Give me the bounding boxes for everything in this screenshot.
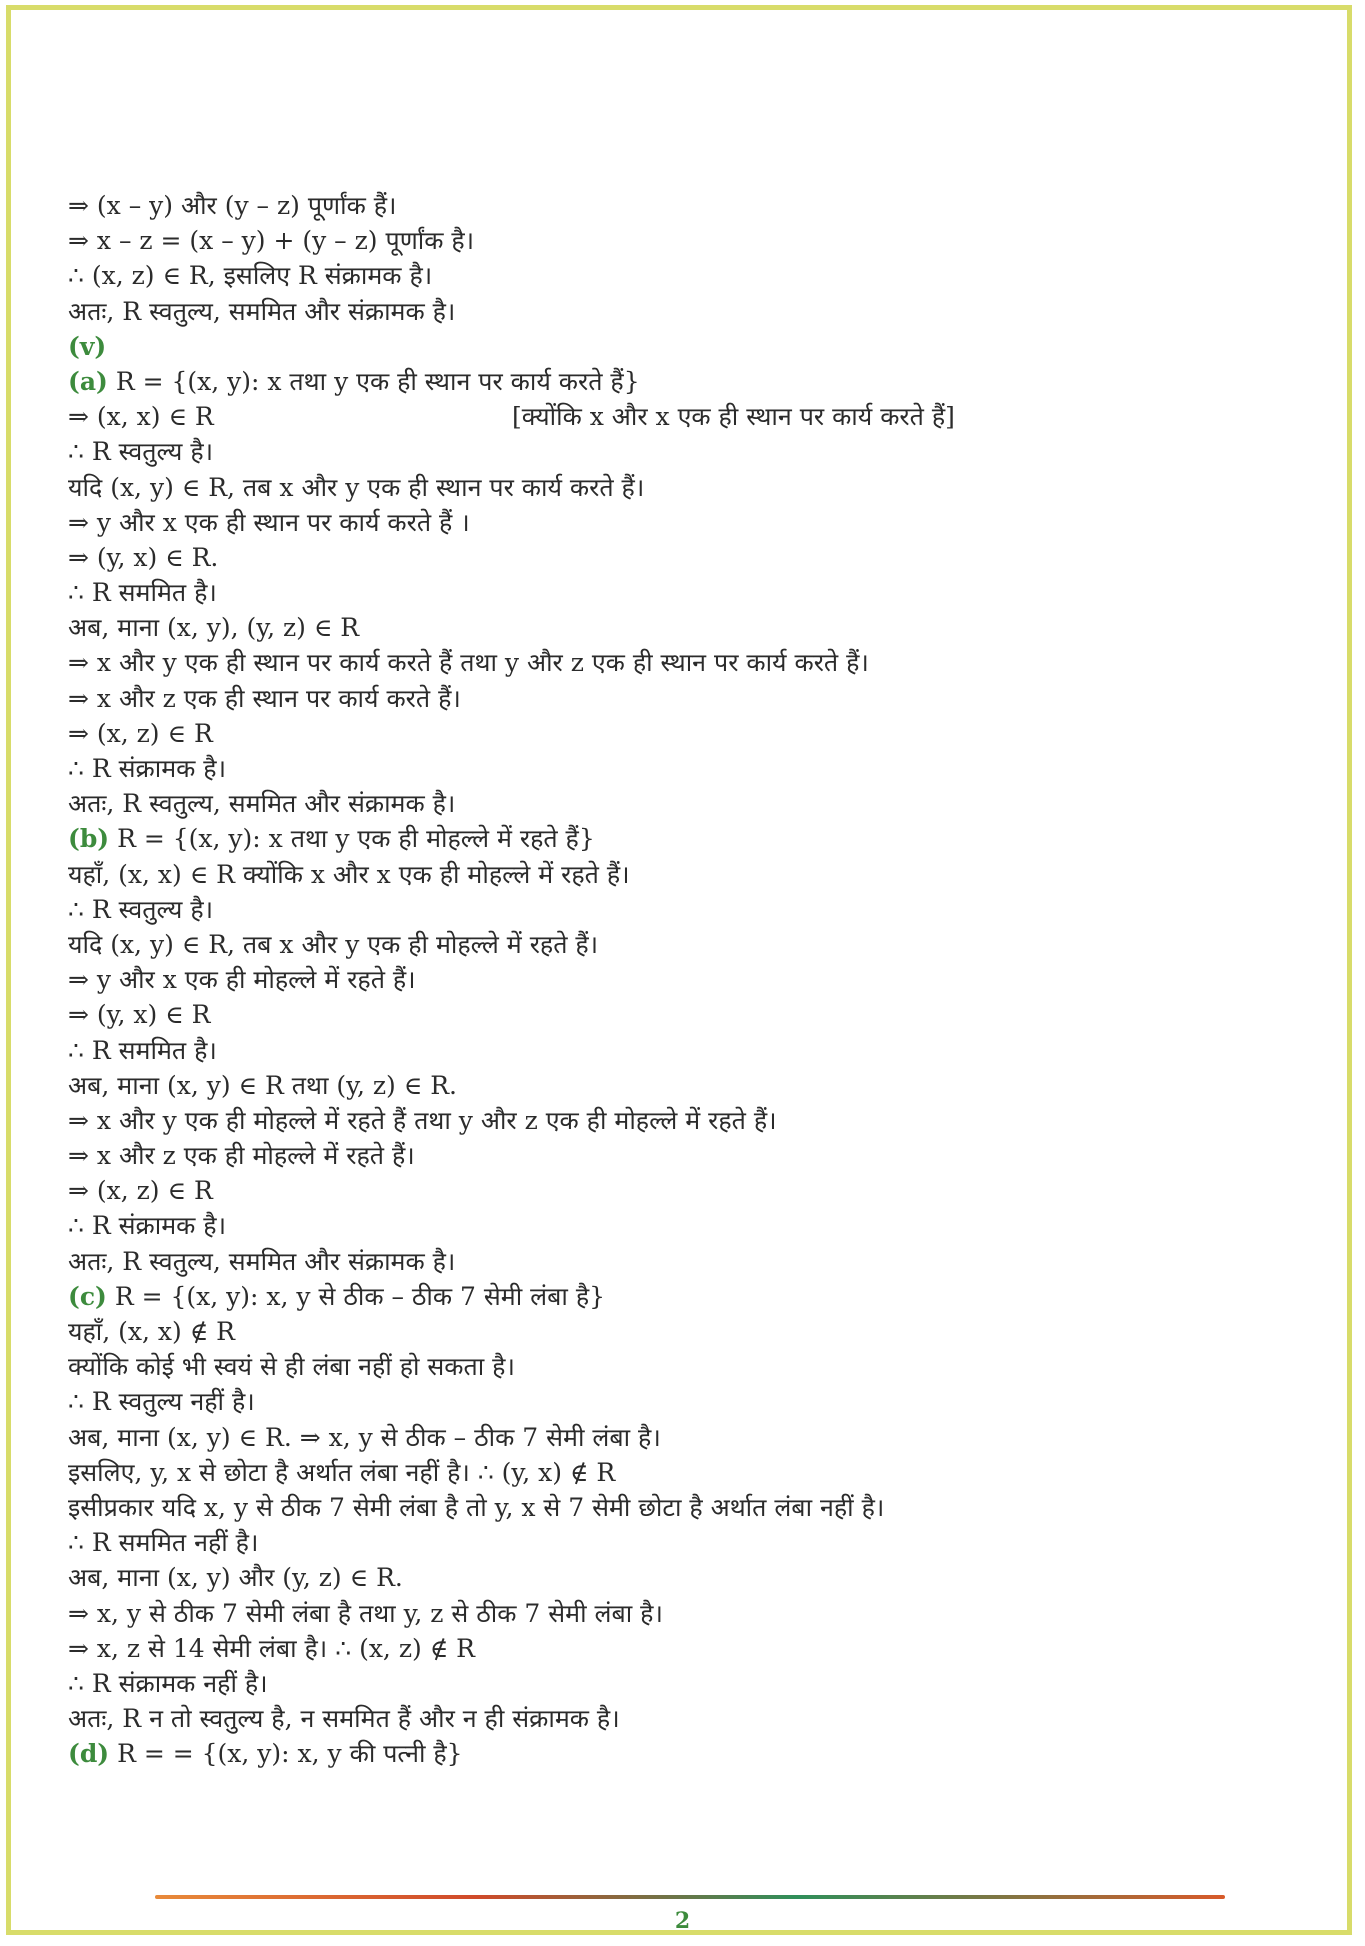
text-line: यहाँ, (x, x) ∈ R क्योंकि x और x एक ही मोहल्ले में रहते हैं। xyxy=(68,859,630,889)
reason-note: [क्योंकि x और x एक ही स्थान पर कार्य करते हैं] xyxy=(512,402,955,432)
text-line: ⇒ y और x एक ही स्थान पर कार्य करते हैं । xyxy=(68,507,470,537)
section-heading-v: (v) xyxy=(68,331,107,361)
part-d-relation: R = = {(x, y): x, y की पत्नी है} xyxy=(117,1739,463,1769)
statement: ⇒ (x, x) ∈ R xyxy=(68,402,214,432)
text-line: ⇒ x और y एक ही स्थान पर कार्य करते हैं तथा y और z एक ही स्थान पर कार्य करते हैं। xyxy=(68,648,869,678)
text-line-part-c-heading xyxy=(68,1279,1308,1314)
text-line: अतः, R स्वतुल्य, सममित और संक्रामक है। xyxy=(68,789,456,819)
text-line: यदि (x, y) ∈ R, तब x और y एक ही स्थान पर कार्य करते हैं। xyxy=(68,472,645,502)
page-number: 2 xyxy=(674,1908,691,1934)
text-line: क्योंकि कोई भी स्वयं से ही लंबा नहीं हो सकता है। xyxy=(68,1352,515,1382)
text-line: ⇒ y और x एक ही मोहल्ले में रहते हैं। xyxy=(68,965,416,995)
text-line: ⇒ x – z = (x – y) + (y – z) पूर्णांक है। xyxy=(68,226,475,256)
text-line: ∴ R सममित है। xyxy=(68,1035,217,1065)
text-line: अब, माना (x, y) ∈ R तथा (y, z) ∈ R. xyxy=(68,1070,457,1100)
text-line: इसलिए, y, x से छोटा है अर्थात लंबा नहीं है। ∴ (y, x) ∉ R xyxy=(68,1457,616,1487)
text-line: अतः, R न तो स्वतुल्य है, न सममित हैं और न ही संक्रामक है। xyxy=(68,1704,620,1734)
text-line: अतः, R स्वतुल्य, सममित और संक्रामक है। xyxy=(68,1246,456,1276)
text-line: ∴ R स्वतुल्य नहीं है। xyxy=(68,1387,255,1417)
text-line: इसीप्रकार यदि x, y से ठीक 7 सेमी लंबा है तो y, x से 7 सेमी छोटा है अर्थात लंबा नहीं है। xyxy=(68,1492,885,1522)
text-line: अब, माना (x, y), (y, z) ∈ R xyxy=(68,613,360,643)
part-d-label: (d) xyxy=(68,1739,110,1769)
text-line: यदि (x, y) ∈ R, तब x और y एक ही मोहल्ले में रहते हैं। xyxy=(68,929,599,959)
text-line: ∴ R सममित नहीं है। xyxy=(68,1528,259,1558)
text-line: ⇒ (x – y) और (y – z) पूर्णांक हैं। xyxy=(68,191,397,220)
text-line: ⇒ x, z से 14 सेमी लंबा है। ∴ (x, z) ∉ R xyxy=(68,1633,475,1663)
text-line: ⇒ (x, z) ∈ R xyxy=(68,718,213,748)
text-line: ⇒ x और z एक ही स्थान पर कार्य करते हैं। xyxy=(68,683,461,713)
text-line: ∴ R संक्रामक है। xyxy=(68,754,227,783)
text-line: ∴ (x, z) ∈ R, इसलिए R संक्रामक है। xyxy=(68,261,433,291)
text-line: ∴ R स्वतुल्य है। xyxy=(68,437,214,467)
text-line: ∴ R स्वतुल्य है। xyxy=(68,894,214,924)
text-line: ⇒ x, y से ठीक 7 सेमी लंबा है तथा y, z से ठीक 7 सेमी लंबा है। xyxy=(68,1598,663,1628)
part-c-label: (c) xyxy=(68,1281,107,1311)
text-line: ∴ R संक्रामक है। xyxy=(68,1211,227,1241)
text-line: ⇒ x और y एक ही मोहल्ले में रहते हैं तथा y और z एक ही मोहल्ले में रहते हैं। xyxy=(68,1105,777,1135)
text-line: अब, माना (x, y) ∈ R. ⇒ x, y से ठीक – ठीक 7 सेमी लंबा है। xyxy=(68,1422,661,1452)
text-line-part-d-heading xyxy=(68,1736,1308,1771)
part-a-label: (a) xyxy=(68,366,108,396)
text-line: यहाँ, (x, x) ∉ R xyxy=(68,1317,235,1346)
text-line: ⇒ (y, x) ∈ R. xyxy=(68,542,219,572)
footer-divider xyxy=(155,1895,1225,1899)
text-line: ⇒ x और z एक ही मोहल्ले में रहते हैं। xyxy=(68,1141,415,1171)
part-a-relation: R = {(x, y): x तथा y एक ही स्थान पर कार्य करते हैं} xyxy=(115,366,640,396)
text-line-part-a-heading xyxy=(68,364,1308,399)
part-b-relation: R = {(x, y): x तथा y एक ही मोहल्ले में रहते हैं} xyxy=(117,824,595,854)
document-body xyxy=(68,188,1308,1771)
text-line-part-b-heading xyxy=(68,821,1308,856)
text-line: ⇒ (y, x) ∈ R xyxy=(68,1000,211,1030)
text-line: अतः, R स्वतुल्य, सममित और संक्रामक है। xyxy=(68,296,456,326)
part-b-label: (b) xyxy=(68,824,110,854)
text-line: अब, माना (x, y) और (y, z) ∈ R. xyxy=(68,1563,403,1593)
text-line: ⇒ (x, z) ∈ R xyxy=(68,1176,213,1206)
text-line: ∴ R सममित है। xyxy=(68,578,217,608)
text-line: ∴ R संक्रामक नहीं है। xyxy=(68,1668,268,1698)
text-line xyxy=(68,399,1308,434)
part-c-relation: R = {(x, y): x, y से ठीक – ठीक 7 सेमी लंबा है} xyxy=(114,1281,606,1311)
